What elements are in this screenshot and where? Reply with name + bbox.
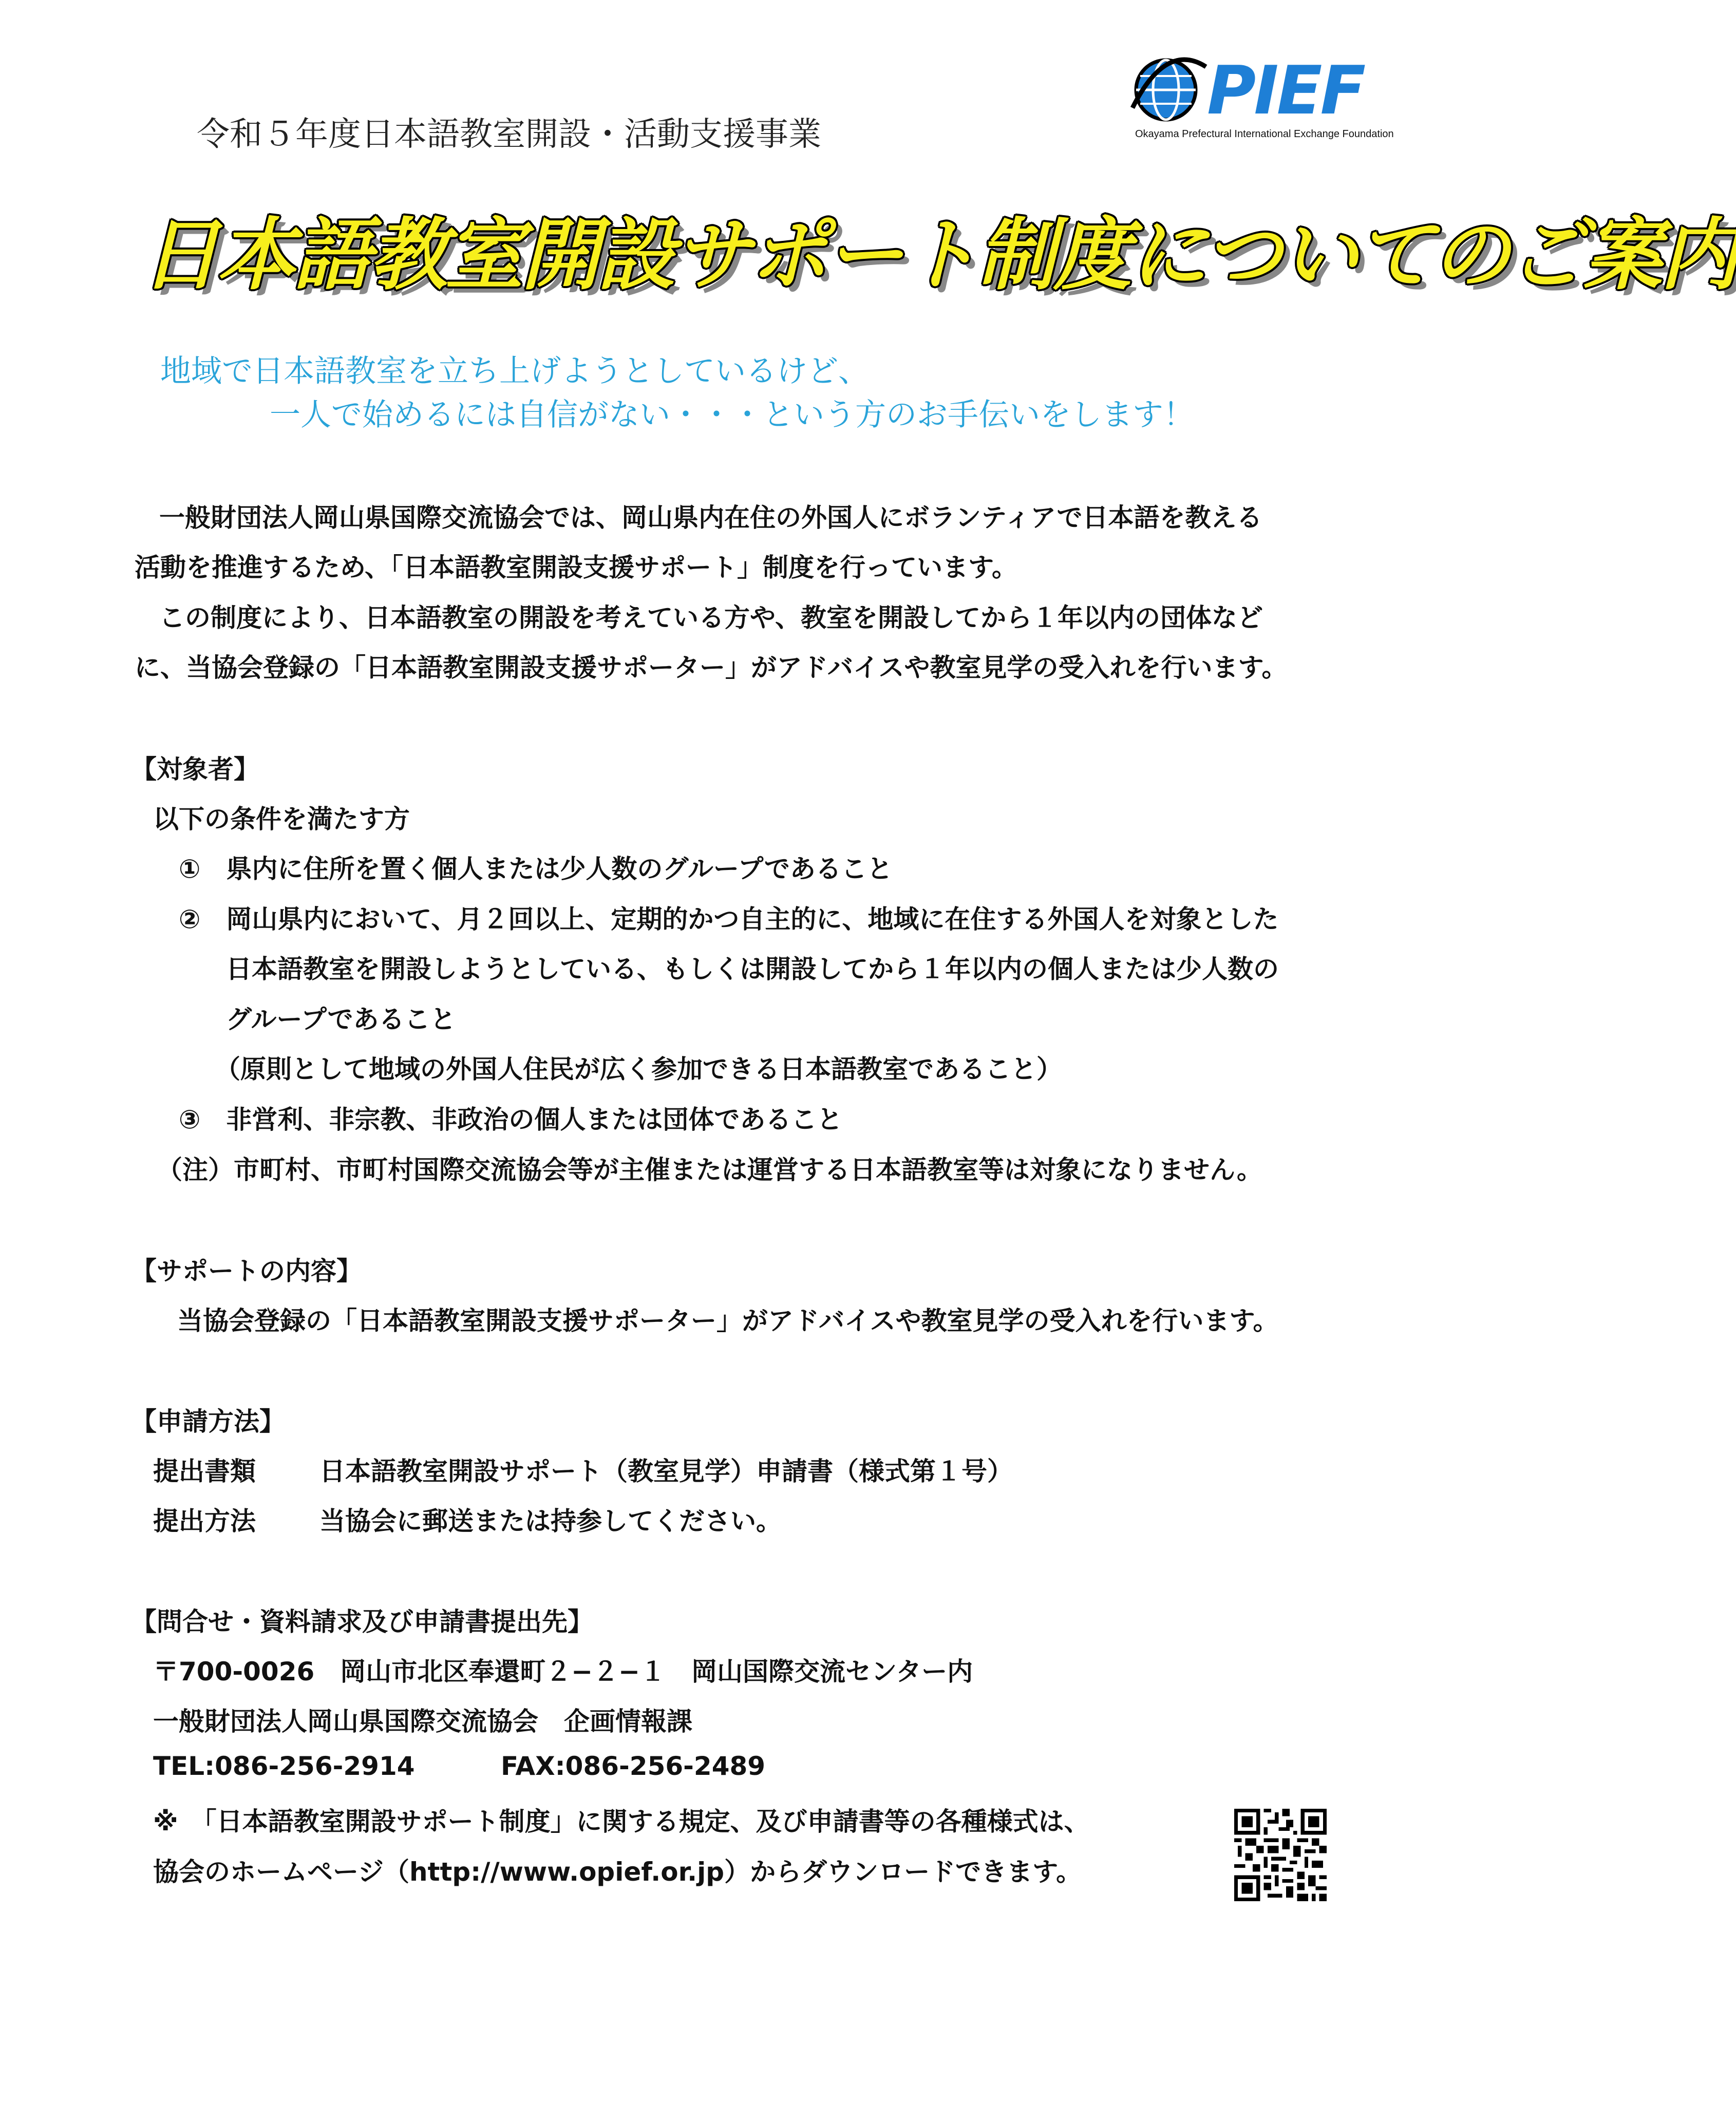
intro-line-3: この制度により、日本語教室の開設を考えている方や、教室を開設してから１年以内の団体など [159,603,1263,633]
target-item-3: ③ 非営利、非宗教、非政治の個人または団体であること [179,1105,843,1134]
apply-heading: 【申請方法】 [131,1407,285,1436]
logo-subtext: Okayama Prefectural International Exchange Foundation [1135,128,1394,140]
contact-note-line-1: ※ 「日本語教室開設サポート制度」に関する規定、及び申請書等の各種様式は、 [153,1807,1090,1836]
contact-org: 一般財団法人岡山県国際交流協会 企画情報課 [153,1707,692,1736]
page-title: 日本語教室開設サポート制度についてのご案内 [141,210,1736,300]
logo-text: PIEF [1207,51,1364,129]
apply-method-label: 提出方法 [153,1506,256,1536]
support-text: 当協会登録の「日本語教室開設支援サポーター」がアドバイスや教室見学の受入れを行います。 [177,1306,1279,1336]
globe-icon [1130,51,1207,128]
qr-code-icon [1234,1809,1327,1901]
target-note: （注）市町村、市町村国際交流協会等が主催または運営する日本語教室等は対象になりません。 [157,1155,1262,1185]
contact-fax: FAX:086-256-2489 [501,1751,766,1781]
lead-line-1: 地域で日本語教室を立ち上げようとしているけど、 [160,353,869,389]
target-item-2-line-1: ② 岡山県内において、月２回以上、定期的かつ自主的に、地域に在住する外国人を対象とした [179,904,1279,934]
target-intro: 以下の条件を満たす方 [153,804,410,834]
contact-note-line-2: 協会のホームページ（http://www.opief.or.jp）からダウンロードできます。 [153,1857,1082,1887]
target-item-2-note: （原則として地域の外国人住民が広く参加できる日本語教室であること） [215,1054,1062,1084]
target-item-2-line-2: 日本語教室を開設しようとしている、もしくは開設してから１年以内の個人または少人数の [226,954,1279,984]
opief-logo [1130,51,1394,149]
apply-doc-label: 提出書類 [153,1456,256,1486]
header-subtitle: 令和５年度日本語教室開設・活動支援事業 [197,116,821,154]
intro-line-4: に、当協会登録の「日本語教室開設支援サポーター」がアドバイスや教室見学の受入れを行います。 [135,653,1288,683]
support-heading: 【サポートの内容】 [131,1256,362,1286]
contact-tel: TEL:086-256-2914 [153,1751,415,1781]
intro-line-1: 一般財団法人岡山県国際交流協会では、岡山県内在住の外国人にボランティアで日本語を教える [159,503,1262,533]
target-item-2-line-3: グループであること [226,1005,456,1034]
apply-doc-value: 日本語教室開設サポート（教室見学）申請書（様式第１号） [319,1456,1013,1486]
contact-address: 〒700-0026 岡山市北区奉還町２−２−１ 岡山国際交流センター内 [153,1657,973,1687]
target-item-1: ① 県内に住所を置く個人または少人数のグループであること [179,854,893,884]
intro-line-2: 活動を推進するため、「日本語教室開設支援サポート」制度を行っています。 [135,553,1017,582]
target-heading: 【対象者】 [131,754,259,784]
lead-line-2: 一人で始めるには自信がない・・・という方のお手伝いをします！ [270,397,1194,433]
apply-method-value: 当協会に郵送または持参してください。 [319,1506,782,1536]
contact-heading: 【問合せ・資料請求及び申請書提出先】 [131,1607,593,1637]
